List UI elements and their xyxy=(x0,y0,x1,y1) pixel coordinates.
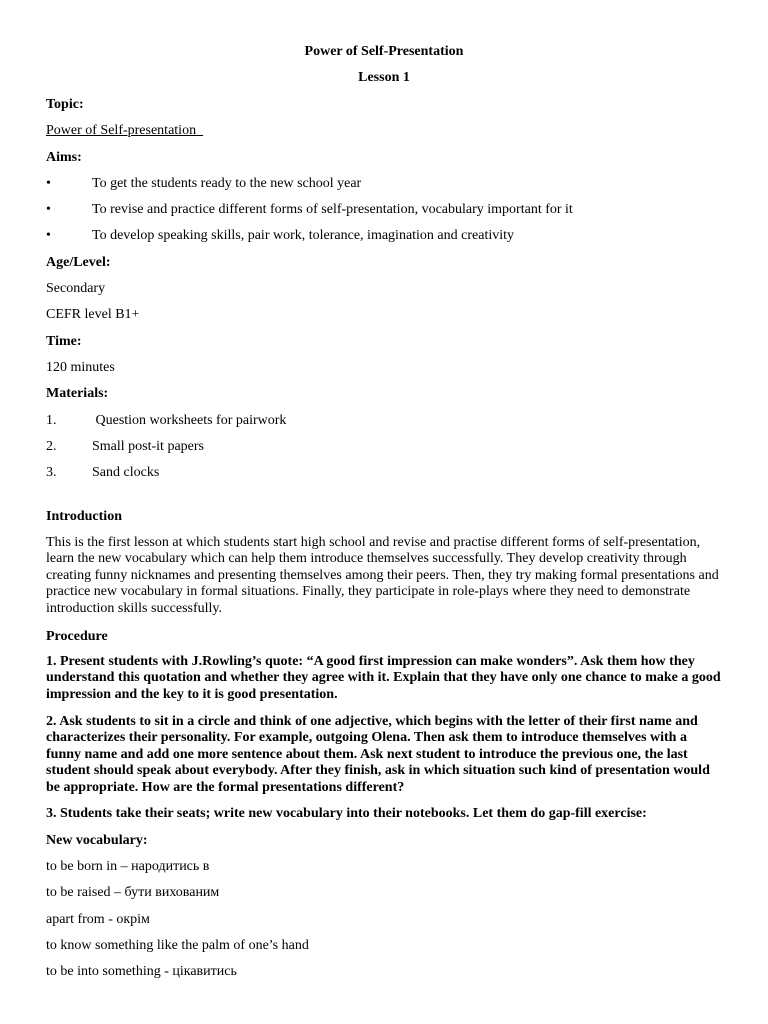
age-level-heading: Age/Level: xyxy=(46,255,111,270)
time-heading: Time: xyxy=(46,334,82,349)
procedure-heading: Procedure xyxy=(46,629,108,644)
aim-text: To develop speaking skills, pair work, tolerance, imagination and creativity xyxy=(92,228,515,243)
procedure-step: 1. Present students with J.Rowling’s quote: “A good first impression can make wonders”. Ask them how they understand this quotation and whether they agree with it. Explain that they have only one chance to make a good impression and the key to it is good presentation. xyxy=(46,654,721,702)
vocabulary-item: to be raised – бути вихованим xyxy=(46,885,220,900)
bullet: • xyxy=(46,228,51,243)
age-level-line: CEFR level B1+ xyxy=(46,307,140,322)
vocabulary-item: to know something like the palm of one’s hand xyxy=(46,938,309,953)
introduction-paragraph: This is the first lesson at which students start high school and revise and practise different forms of self-presentation, learn the new vocabulary which can help them introduce themselves successfully. They develop creativity through creating funny nicknames and presenting themselves among their peers. Then, they try making formal presentations and practice new vocabulary in formal situations. Finally, they participate in role-plays where they need to demonstrate introduction skills successfully. xyxy=(46,535,719,616)
document-title: Power of Self-Presentation xyxy=(304,44,464,59)
material-text: Question worksheets for pairwork xyxy=(92,413,287,428)
aims-heading: Aims: xyxy=(46,150,82,165)
material-text: Small post-it papers xyxy=(92,439,204,454)
topic-value: Power of Self-presentation xyxy=(46,123,197,138)
vocabulary-item: to be born in – народитись в xyxy=(46,859,210,874)
lesson-number: Lesson 1 xyxy=(358,70,410,85)
aim-text: To get the students ready to the new school year xyxy=(92,176,362,191)
vocabulary-heading: New vocabulary: xyxy=(46,833,148,848)
bullet: • xyxy=(46,176,51,191)
vocabulary-item: to be into something - цікавитись xyxy=(46,964,237,979)
introduction-heading: Introduction xyxy=(46,509,122,524)
vocabulary-item: apart from - окрім xyxy=(46,912,150,927)
aim-text: To revise and practice different forms of self-presentation, vocabulary important for it xyxy=(92,202,573,217)
procedure-step: 2. Ask students to sit in a circle and think of one adjective, which begins with the letter of their first name and characterizes their personality. For example, outgoing Olena. Then ask them to introduce themselves with a funny name and add one more sentence about them. Ask next student to introduce the previous one, the last student should speak about everybody. After they finish, ask in which situation such kind of presentation would be appropriate. How are the formal presentations different? xyxy=(46,714,710,795)
item-number: 2. xyxy=(46,439,57,454)
procedure-step: 3. Students take their seats; write new vocabulary into their notebooks. Let them do gap-fill exercise: xyxy=(46,806,647,821)
age-level-line: Secondary xyxy=(46,281,106,296)
item-number: 3. xyxy=(46,465,57,480)
bullet: • xyxy=(46,202,51,217)
time-value: 120 minutes xyxy=(46,360,115,375)
material-text: Sand clocks xyxy=(92,465,160,480)
item-number: 1. xyxy=(46,413,57,428)
materials-heading: Materials: xyxy=(46,386,109,401)
topic-heading: Topic: xyxy=(46,97,84,112)
